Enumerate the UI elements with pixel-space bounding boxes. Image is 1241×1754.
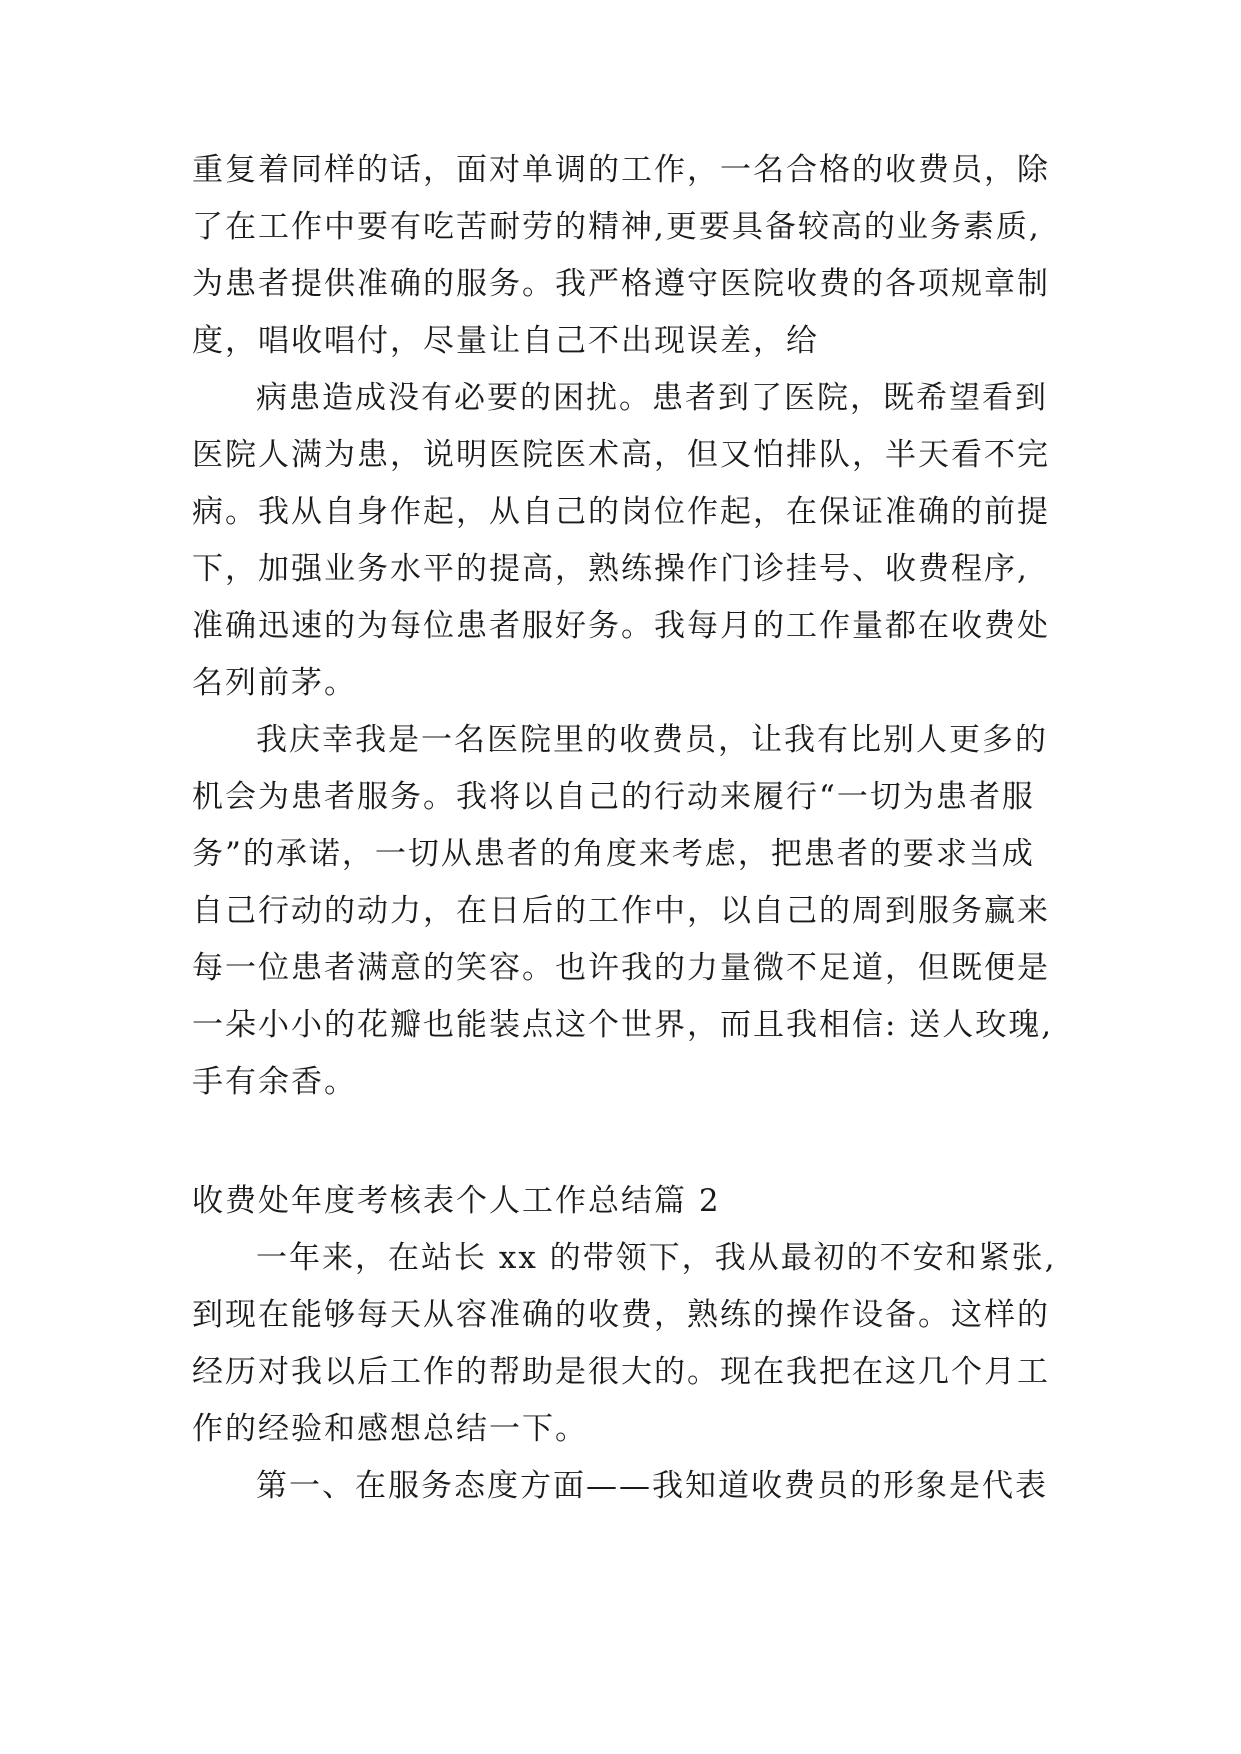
text-line: 病。我从自身作起，从自己的岗位作起，在保证准确的前提 xyxy=(192,494,1050,530)
text-line: 每一位患者满意的笑容。也许我的力量微不足道，但既便是 xyxy=(192,950,1050,986)
text-line: 度，唱收唱付，尽量让自己不出现误差，给 xyxy=(192,323,819,359)
text-line: 为患者提供准确的服务。我严格遵守医院收费的各项规章制 xyxy=(192,266,1050,302)
paragraph-first-line: 一年来，在站长 xx 的带领下，我从最初的不安和紧张, xyxy=(256,1240,1057,1276)
text-line: 自己行动的动力，在日后的工作中，以自己的周到服务赢来 xyxy=(192,893,1050,929)
paragraph-first-line: 我庆幸我是一名医院里的收费员，让我有比别人更多的 xyxy=(256,722,1048,758)
text-line: 了在工作中要有吃苦耐劳的精神,更要具备较高的业务素质, xyxy=(192,209,1041,245)
text-line: 医院人满为患，说明医院医术高，但又怕排队，半天看不完 xyxy=(192,437,1050,473)
text-line: 作的经验和感想总结一下。 xyxy=(192,1411,588,1447)
text-line: 机会为患者服务。我将以自己的行动来履行“一切为患者服 xyxy=(192,779,1035,815)
section-heading: 收费处年度考核表个人工作总结篇 2 xyxy=(192,1183,721,1219)
text-line: 务”的承诺，一切从患者的角度来考虑，把患者的要求当成 xyxy=(192,836,1035,872)
text-line: 到现在能够每天从容准确的收费，熟练的操作设备。这样的 xyxy=(192,1297,1050,1333)
text-line: 重复着同样的话，面对单调的工作，一名合格的收费员，除 xyxy=(192,152,1050,188)
text-line: 一朵小小的花瓣也能装点这个世界，而且我相信: 送人玫瑰, xyxy=(192,1007,1054,1043)
text-line: 名列前茅。 xyxy=(192,665,357,701)
paragraph-first-line: 第一、在服务态度方面——我知道收费员的形象是代表 xyxy=(256,1468,1048,1504)
paragraph-first-line: 病患造成没有必要的困扰。患者到了医院，既希望看到 xyxy=(256,380,1048,416)
text-line: 经历对我以后工作的帮助是很大的。现在我把在这几个月工 xyxy=(192,1354,1050,1390)
text-line: 手有余香。 xyxy=(192,1064,357,1100)
text-line: 准确迅速的为每位患者服好务。我每月的工作量都在收费处 xyxy=(192,608,1050,644)
text-line: 下，加强业务水平的提高，熟练操作门诊挂号、收费程序, xyxy=(192,551,1029,587)
